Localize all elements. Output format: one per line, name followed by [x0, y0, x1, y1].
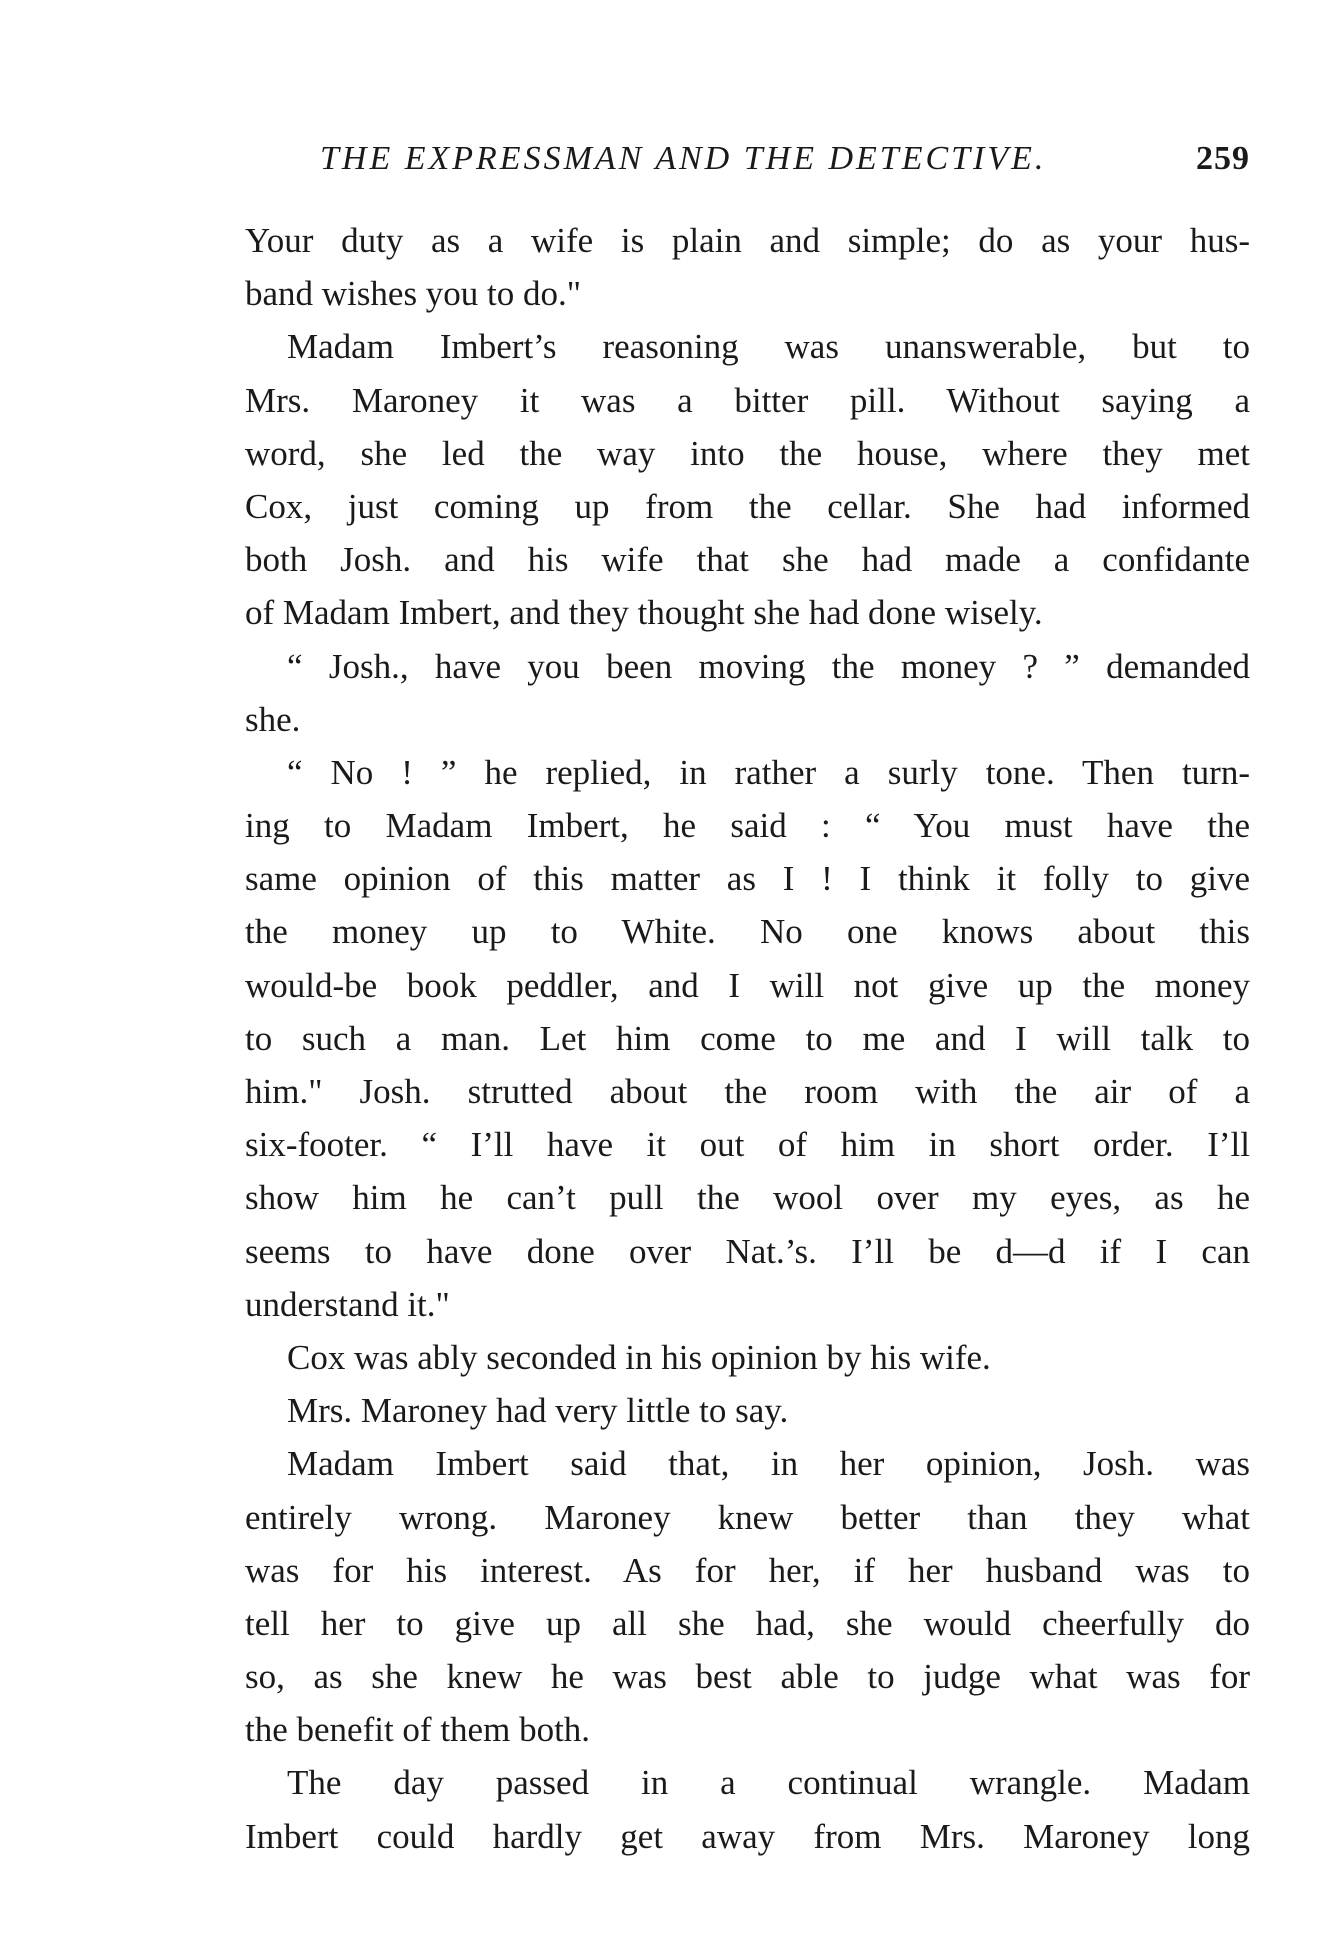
text-line: him." Josh. strutted about the room with the air of a [245, 1072, 1250, 1111]
text-line: Mrs. Maroney had very little to say. [287, 1391, 789, 1431]
text-line: “ No ! ” he replied, in rather a surly tone. Then turn- [287, 752, 1250, 792]
text-line: she. [245, 699, 301, 739]
text-line: Madam Imbert’s reasoning was unanswerable, but to [287, 327, 1250, 367]
text-line: band wishes you to do." [245, 274, 582, 314]
text-line: would-be book peddler, and I will not give up the money [245, 965, 1250, 1005]
body-text [245, 214, 1250, 1863]
text-line: Mrs. Maroney it was a bitter pill. Without saying a [245, 380, 1250, 420]
text-line: Your duty as a wife is plain and simple; do as your hus- [245, 221, 1250, 260]
running-header-title: THE EXPRESSMAN AND THE DETECTIVE. [320, 140, 1047, 177]
text-line: show him he can’t pull the wool over my eyes, as he [245, 1178, 1250, 1218]
text-line: Cox was ably seconded in his opinion by his wife. [287, 1337, 991, 1377]
text-line: Cox, just coming up from the cellar. She had informed [245, 486, 1250, 526]
text-line: same opinion of this matter as I ! I think it folly to give [245, 859, 1250, 899]
running-header [320, 140, 1250, 190]
text-line: entirely wrong. Maroney knew better than they what [245, 1497, 1250, 1537]
text-line: tell her to give up all she had, she would cheerfully do [245, 1603, 1250, 1643]
text-line: to such a man. Let him come to me and I will talk to [245, 1018, 1250, 1058]
text-line: The day passed in a continual wrangle. Madam [287, 1763, 1250, 1803]
text-line: the benefit of them both. [245, 1710, 591, 1750]
text-line: word, she led the way into the house, where they met [245, 433, 1250, 473]
text-line: ing to Madam Imbert, he said : “ You must have the [245, 806, 1250, 846]
text-line: seems to have done over Nat.’s. I’ll be d—d if I can [245, 1231, 1250, 1271]
text-line: so, as she knew he was best able to judge what was for [245, 1657, 1250, 1697]
text-line: was for his interest. As for her, if her husband was to [245, 1550, 1250, 1590]
text-line: “ Josh., have you been moving the money ? ” demanded [287, 646, 1250, 686]
text-line: the money up to White. No one knows about this [245, 912, 1250, 952]
text-line: Imbert could hardly get away from Mrs. Maroney long [245, 1816, 1250, 1856]
text-line: Madam Imbert said that, in her opinion, Josh. was [287, 1444, 1250, 1484]
text-line: six-footer. “ I’ll have it out of him in short order. I’ll [245, 1125, 1250, 1165]
page-number: 259 [1196, 140, 1250, 177]
text-line: both Josh. and his wife that she had made a confidante [245, 540, 1250, 580]
text-line: understand it." [245, 1284, 450, 1324]
text-line: of Madam Imbert, and they thought she had done wisely. [245, 593, 1043, 633]
